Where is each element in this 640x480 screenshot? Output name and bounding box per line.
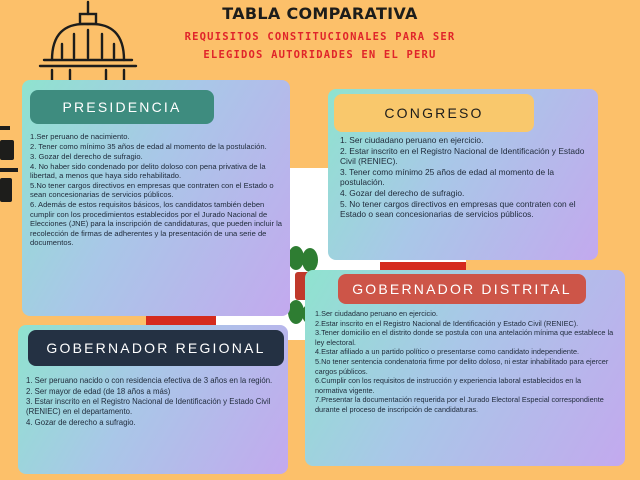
list-item: 4.Estar afiliado a un partido político o presentarse como candidato independiente. [315, 347, 580, 357]
list-item: 1. Ser peruano nacido o con residencia efectiva de 3 años en la región. [26, 376, 273, 385]
distrital-requirements [315, 309, 615, 415]
list-item: 5. No tener cargos directivos en empresas que contraten con el Estado o sean concesionarias de servicios públicos. [340, 198, 576, 220]
list-item: 3.Tener domicilio en el distrito donde se postula con una antelación mínima que establece la ley electoral. [315, 328, 614, 347]
list-item: 1.Ser peruano de nacimiento. [30, 132, 130, 141]
presidencia-header: PRESIDENCIA [30, 90, 214, 124]
congreso-requirements [340, 135, 592, 220]
column-bars-icon [0, 120, 22, 210]
list-item: 7.Presentar la documentación requerida por el Jurado Electoral Especial correspondiente durante el proceso de inscripción de candidaturas. [315, 395, 604, 414]
distrital-header: GOBERNADOR DISTRITAL [338, 274, 586, 304]
page-title: TABLA COMPARATIVA [222, 4, 418, 23]
regional-requirements [26, 376, 278, 428]
presidencia-requirements [30, 132, 284, 247]
list-item: 2. Estar inscrito en el Registro Nacional de Identificación y Estado Civil (RENIEC). [340, 145, 585, 167]
list-item: 2. Tener como mínimo 35 años de edad al momento de la postulación. [30, 141, 267, 151]
list-item: 1.Ser ciudadano peruano en ejercicio. [315, 309, 438, 318]
list-item: 3. Gozar del derecho de sufragio. [30, 151, 143, 161]
list-item: 6. Además de estos requisitos básicos, los candidatos también deben cumplir con los procedimientos establecidos por el Jurado Nacional de Elecciones (JNE) para la inscripción de candidaturas, que pueden incluir la recolección de firmas de adherentes y la presentación de una serie de documentos. [30, 200, 282, 247]
congreso-header: CONGRESO [334, 94, 534, 132]
list-item: 5.No tener sentencia condenatoria firme por delito doloso, ni estar inhabilitado para ejercer cargos públicos. [315, 356, 609, 376]
list-item: 4. No haber sido condenado por delito doloso con pena privativa de la libertad, a menos que haya sido rehabilitado. [30, 161, 266, 181]
list-item: 2. Ser mayor de edad (de 18 años a más) [26, 386, 171, 396]
regional-header: GOBERNADOR REGIONAL [28, 330, 284, 366]
list-item: 5.No tener cargos directivos en empresas que contraten con el Estado o sean concesionarias de servicios públicos. [30, 181, 274, 200]
list-item: 6.Cumplir con los requisitos de instrucción y experiencia laboral establecidos en la normativa vigente. [315, 376, 582, 395]
page-subtitle: REQUISITOS CONSTITUCIONALES PARA SER ELEGIDOS AUTORIDADES EN EL PERU [184, 31, 456, 61]
list-item: 4. Gozar de derecho a sufragio. [26, 417, 136, 427]
list-item: 4. Gozar del derecho de sufragio. [340, 187, 465, 198]
list-item: 3. Tener como mínimo 25 años de edad al momento de la postulación. [340, 166, 554, 188]
list-item: 1. Ser ciudadano peruano en ejercicio. [340, 135, 484, 145]
list-item: 2.Estar inscrito en el Registro Nacional de Identificación y Estado Civil (RENIEC). [315, 318, 579, 328]
list-item: 3. Estar inscrito en el Registro Nacional de Identificación y Estado Civil (RENIEC) en el departamento. [26, 397, 271, 416]
